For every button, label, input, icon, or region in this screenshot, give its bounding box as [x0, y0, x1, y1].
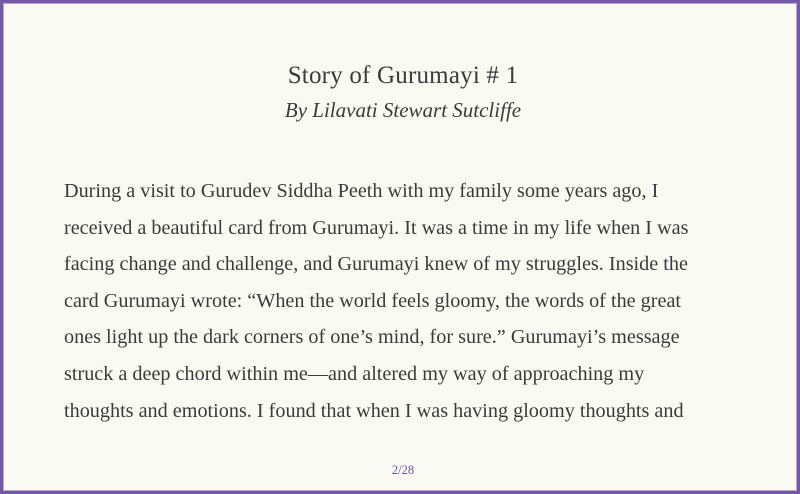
page-indicator: 2/28	[391, 463, 415, 477]
story-byline: By Lilavati Stewart Sutcliffe	[284, 98, 522, 122]
story-title: Story of Gurumayi # 1	[287, 62, 519, 89]
story-body: During a visit to Gurudev Siddha Peeth with my family some years ago, I received a beautiful card from Gurumayi. It was a time in my life when I was facing change and challenge, and Gurumayi knew of my struggles. Inside the card Gurumayi wrote: “When the world feels gloomy, the words of the great ones light up the dark corners of one’s mind, for sure.” Gurumayi’s message struck a deep chord within me—and altered my way of approaching my thoughts and emotions. I found that when I was having gloomy thoughts and	[64, 180, 689, 422]
